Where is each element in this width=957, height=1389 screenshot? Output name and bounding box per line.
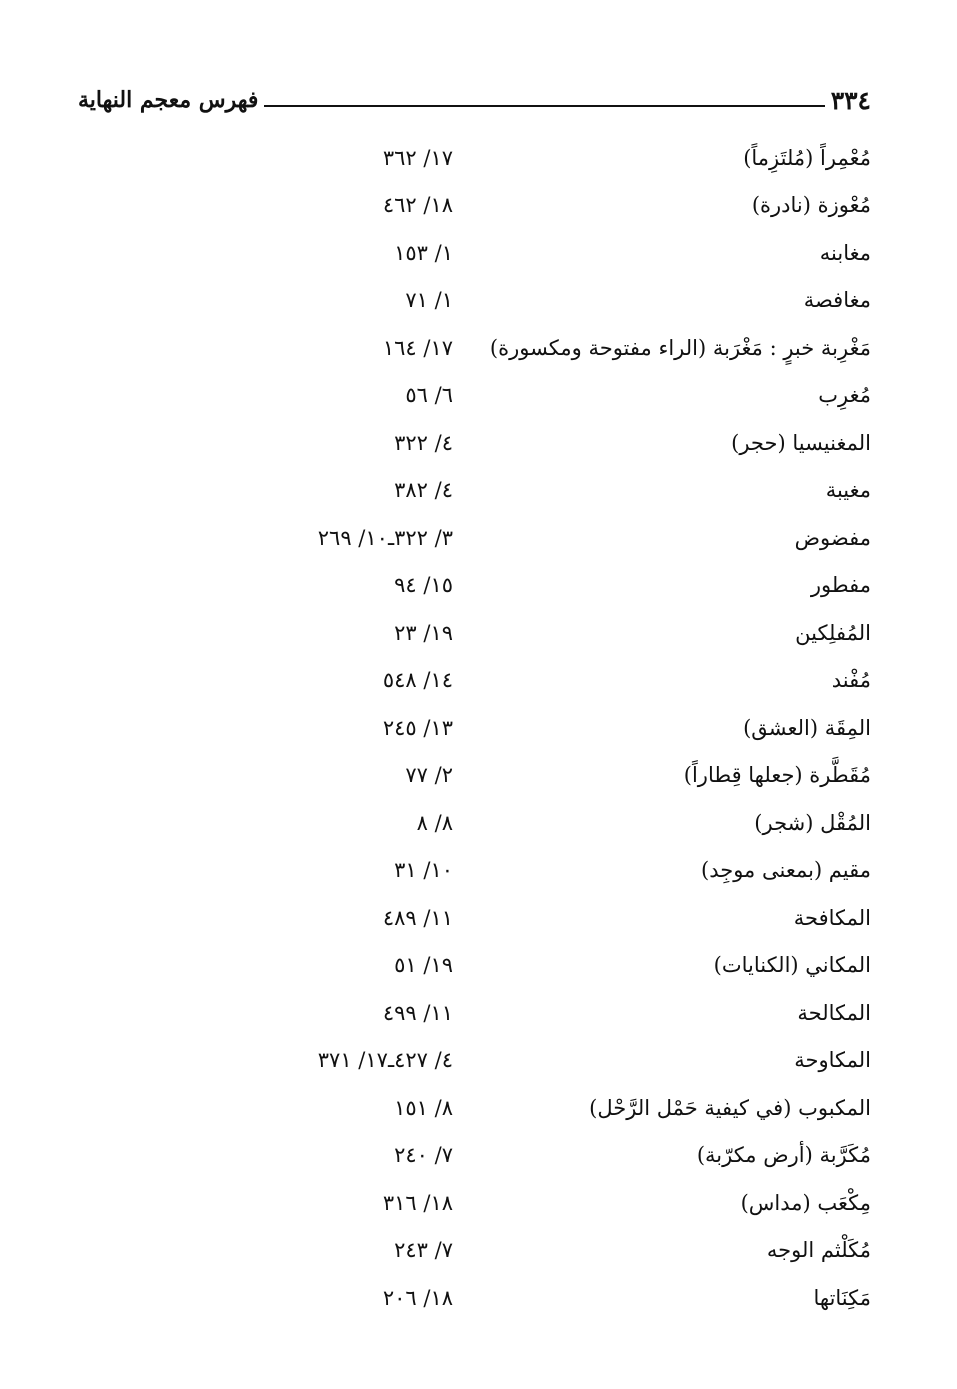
index-entry — [80, 1274, 871, 1322]
index-term: المكاوحة — [794, 1048, 871, 1073]
index-term: المكالحة — [797, 1000, 871, 1025]
index-term: مِكْعَب (مداس) — [740, 1190, 871, 1215]
index-reference: ١٩/ ٥١ — [394, 953, 453, 978]
header-rule — [264, 105, 824, 107]
index-list — [80, 134, 871, 1322]
index-term: المكبوب (في كيفية حَمْل الرَّحْل) — [589, 1095, 871, 1120]
index-term: مفطور — [810, 573, 871, 598]
index-term: المُفلِكين — [795, 620, 871, 645]
index-term: المِقَة (العشق) — [743, 715, 871, 740]
index-reference: ٤/ ٣٨٢ — [394, 478, 453, 503]
index-entry — [80, 372, 871, 420]
index-reference: ٨/ ٨ — [416, 810, 453, 835]
index-reference: ٦/ ٥٦ — [405, 383, 453, 408]
index-reference: ١٠/ ٣١ — [394, 858, 453, 883]
index-term: المُقْل (شجر) — [754, 810, 871, 835]
index-entry — [80, 229, 871, 277]
index-entry — [80, 609, 871, 657]
index-entry — [80, 277, 871, 325]
index-entry — [80, 182, 871, 230]
index-entry — [80, 752, 871, 800]
index-term: مغافصة — [803, 288, 871, 313]
index-reference: ١٩/ ٢٣ — [394, 620, 453, 645]
page-number: ٣٣٤ — [830, 85, 871, 115]
index-reference: ١/ ٧١ — [405, 288, 453, 313]
index-entry — [80, 989, 871, 1037]
index-reference: ١٨/ ٢٠٦ — [382, 1285, 453, 1310]
index-entry — [80, 324, 871, 372]
index-entry — [80, 514, 871, 562]
index-entry — [80, 657, 871, 705]
index-term: مغابنه — [819, 240, 871, 265]
index-entry — [80, 562, 871, 610]
index-term: مُقَطَّرة (جعلها قِطاراً) — [683, 763, 871, 788]
index-reference: ٧/ ٢٤٠ — [394, 1143, 453, 1168]
index-term: مَغْرِبة خبرٍ : مَغْرَبة (الراء مفتوحة ومكسورة) — [489, 335, 871, 360]
page-header — [78, 82, 871, 118]
index-entry — [80, 1179, 871, 1227]
index-entry — [80, 847, 871, 895]
index-entry — [80, 1227, 871, 1275]
index-reference: ٨/ ١٥١ — [394, 1095, 453, 1120]
index-reference: ٧/ ٢٤٣ — [394, 1238, 453, 1263]
index-term: مقيم (بمعنى موجِد) — [701, 858, 871, 883]
index-term: مُعْمِراً (مُلتَزِماً) — [743, 145, 871, 170]
index-term: مُفْند — [831, 668, 871, 693]
index-entry — [80, 467, 871, 515]
index-entry — [80, 942, 871, 990]
index-reference: ١١/ ٤٨٩ — [382, 905, 453, 930]
index-reference: ١٣/ ٢٤٥ — [382, 715, 453, 740]
index-term: المغنيسيا (حجر) — [731, 430, 871, 455]
index-reference: ١٨/ ٤٦٢ — [382, 193, 453, 218]
index-entry — [80, 894, 871, 942]
index-term: مُكَرَّبة (أرض مكرّبة) — [696, 1143, 871, 1168]
index-entry — [80, 419, 871, 467]
index-term: المكاني (الكنايات) — [713, 953, 871, 978]
index-term: مغيبة — [825, 478, 871, 503]
index-reference: ١٨/ ٣١٦ — [382, 1190, 453, 1215]
index-entry — [80, 1084, 871, 1132]
running-title: فهرس معجم النهاية — [78, 87, 259, 113]
index-term: مَكِنَاتها — [813, 1285, 871, 1310]
index-term: المكافحة — [793, 905, 871, 930]
index-entry — [80, 134, 871, 182]
index-reference: ١٧/ ٣٦٢ — [382, 145, 453, 170]
index-reference: ٤/ ٤٢٧ـ١٧/ ٣٧١ — [317, 1048, 453, 1073]
index-term: مُغرِب — [818, 383, 871, 408]
index-entry — [80, 704, 871, 752]
index-term: مفضوض — [794, 525, 871, 550]
index-term: مُكَلْثم الوجه — [766, 1238, 871, 1263]
index-reference: ١٧/ ١٦٤ — [382, 335, 453, 360]
index-reference: ٣/ ٣٢٢ـ١٠/ ٢٦٩ — [317, 525, 453, 550]
index-reference: ١١/ ٤٩٩ — [382, 1000, 453, 1025]
index-reference: ٤/ ٣٢٢ — [394, 430, 453, 455]
index-reference: ١٥/ ٩٤ — [394, 573, 453, 598]
index-reference: ٢/ ٧٧ — [405, 763, 453, 788]
index-entry — [80, 1037, 871, 1085]
index-reference: ١٤/ ٥٤٨ — [382, 668, 453, 693]
index-entry — [80, 799, 871, 847]
index-entry — [80, 1132, 871, 1180]
index-term: مُعْوزة (نادرة) — [751, 193, 871, 218]
index-reference: ١/ ١٥٣ — [394, 240, 453, 265]
